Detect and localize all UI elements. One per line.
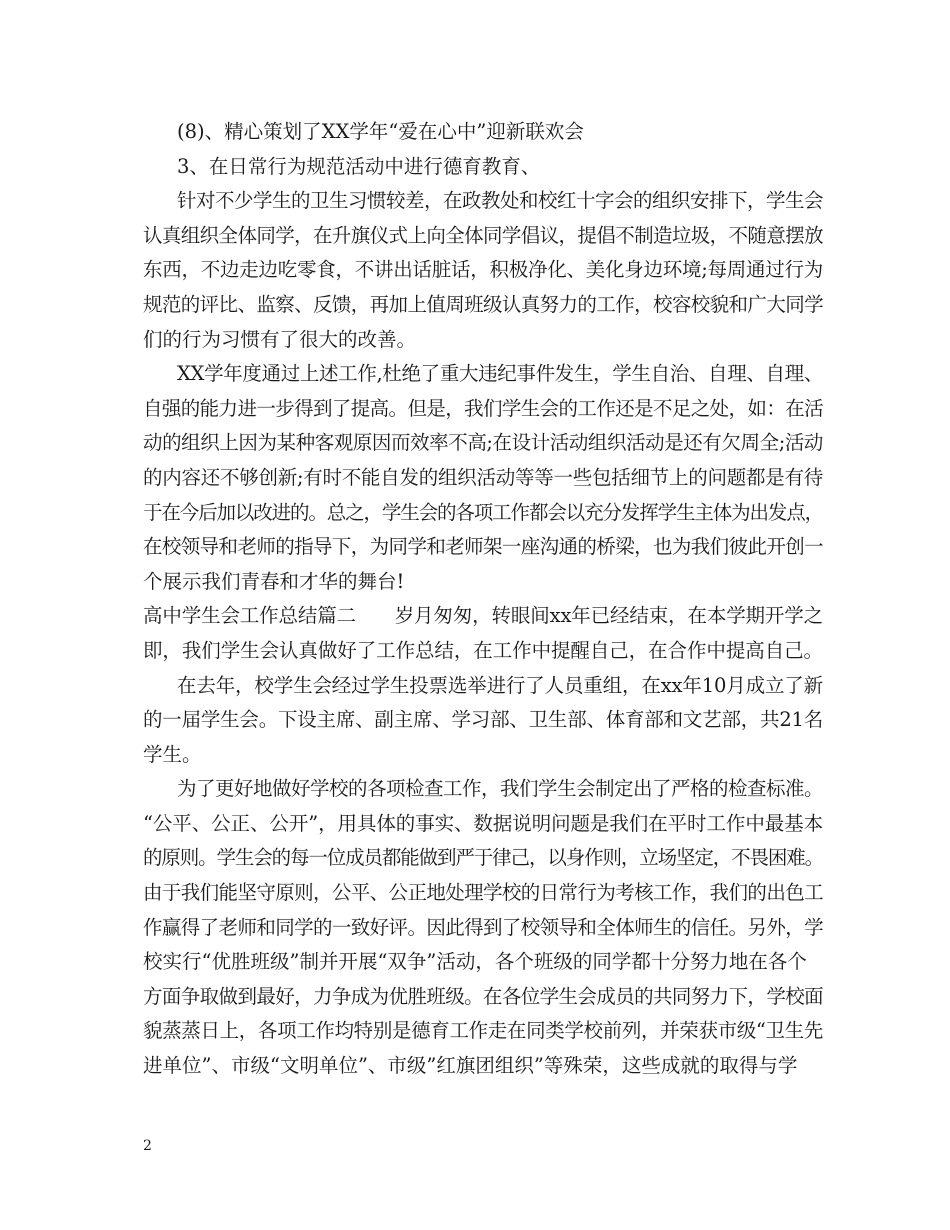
- text-line: (8)、精心策划了XX学年“爱在心中”迎新联欢会: [177, 120, 584, 143]
- page-number: 2: [143, 1138, 152, 1154]
- text-line: 即，我们学生会认真做好了工作总结，在工作中提醒自己，在合作中提高自己。: [143, 638, 823, 662]
- text-line: 高中学生会工作总结篇二 岁月匆匆，转眼间xx年已经结束，在本学期开学之: [143, 604, 823, 628]
- text-line: 进单位”、市级“文明单位”、市级”红旗团组织”等殊荣，这些成就的取得与学: [143, 1054, 798, 1078]
- text-line: 3、在日常行为规范活动中进行德育教育、: [177, 154, 541, 178]
- text-line: 认真组织全体同学，在升旗仪式上向全体同学倡议，提倡不制造垃圾，不随意摆放: [143, 223, 823, 247]
- text-line: “公平、公正、公开”，用具体的事实、数据说明问题是我们在平时工作中最基本: [143, 811, 823, 835]
- text-line: 自强的能力进一步得到了提高。但是，我们学生会的工作还是不足之处，如：在活: [143, 396, 823, 420]
- text-line: 的原则。学生会的每一位成员都能做到严于律己，以身作则，立场坚定，不畏困难。: [143, 846, 823, 870]
- text-line: 的一届学生会。下设主席、副主席、学习部、卫生部、体育部和文艺部，共21名: [143, 708, 823, 732]
- text-line: 的内容还不够创新;有时不能自发的组织活动等等一些包括细节上的问题都是有待: [143, 465, 823, 489]
- text-line: 东西，不边走边吃零食，不讲出话脏话，积极净化、美化身边环境;每周通过行为: [143, 258, 823, 282]
- document-body: [143, 115, 823, 1084]
- text-line: 由于我们能坚守原则，公平、公正地处理学校的日常行为考核工作，我们的出色工: [143, 881, 823, 905]
- text-line: 于在今后加以改进的。总之，学生会的各项工作都会以充分发挥学生主体为出发点，: [143, 500, 823, 524]
- text-line: 们的行为习惯有了很大的改善。: [143, 327, 417, 351]
- text-line: 学生。: [143, 742, 202, 766]
- text-line: 个展示我们青春和才华的舞台!: [143, 569, 405, 593]
- text-line: 在去年，校学生会经过学生投票选举进行了人员重组，在xx年10月成立了新: [177, 673, 823, 697]
- text-line: 方面争取做到最好，力争成为优胜班级。在各位学生会成员的共同努力下，学校面: [143, 984, 823, 1008]
- text-line: 动的组织上因为某种客观原因而效率不高;在设计活动组织活动是还有欠周全;活动: [143, 431, 823, 455]
- text-line: 针对不少学生的卫生习惯较差，在政教处和校红十字会的组织安排下，学生会: [177, 189, 823, 213]
- text-line: XX学年度通过上述工作,杜绝了重大违纪事件发生，学生自治、自理、自理、: [177, 362, 823, 386]
- text-line: 为了更好地做好学校的各项检查工作，我们学生会制定出了严格的检查标准。: [177, 777, 823, 801]
- text-line: 作赢得了老师和同学的一致好评。因此得到了校领导和全体师生的信任。另外，学: [143, 915, 823, 939]
- text-line: 在校领导和老师的指导下，为同学和老师架一座沟通的桥梁，也为我们彼此开创一: [143, 535, 823, 559]
- text-line: 规范的评比、监察、反馈，再加上值周班级认真努力的工作，校容校貌和广大同学: [143, 292, 823, 316]
- text-line: 貌蒸蒸日上，各项工作均特别是德育工作走在同类学校前列，并荣获市级“卫生先: [143, 1019, 823, 1043]
- text-line: 校实行“优胜班级”制并开展“双争”活动，各个班级的同学都十分努力地在各个: [143, 950, 807, 974]
